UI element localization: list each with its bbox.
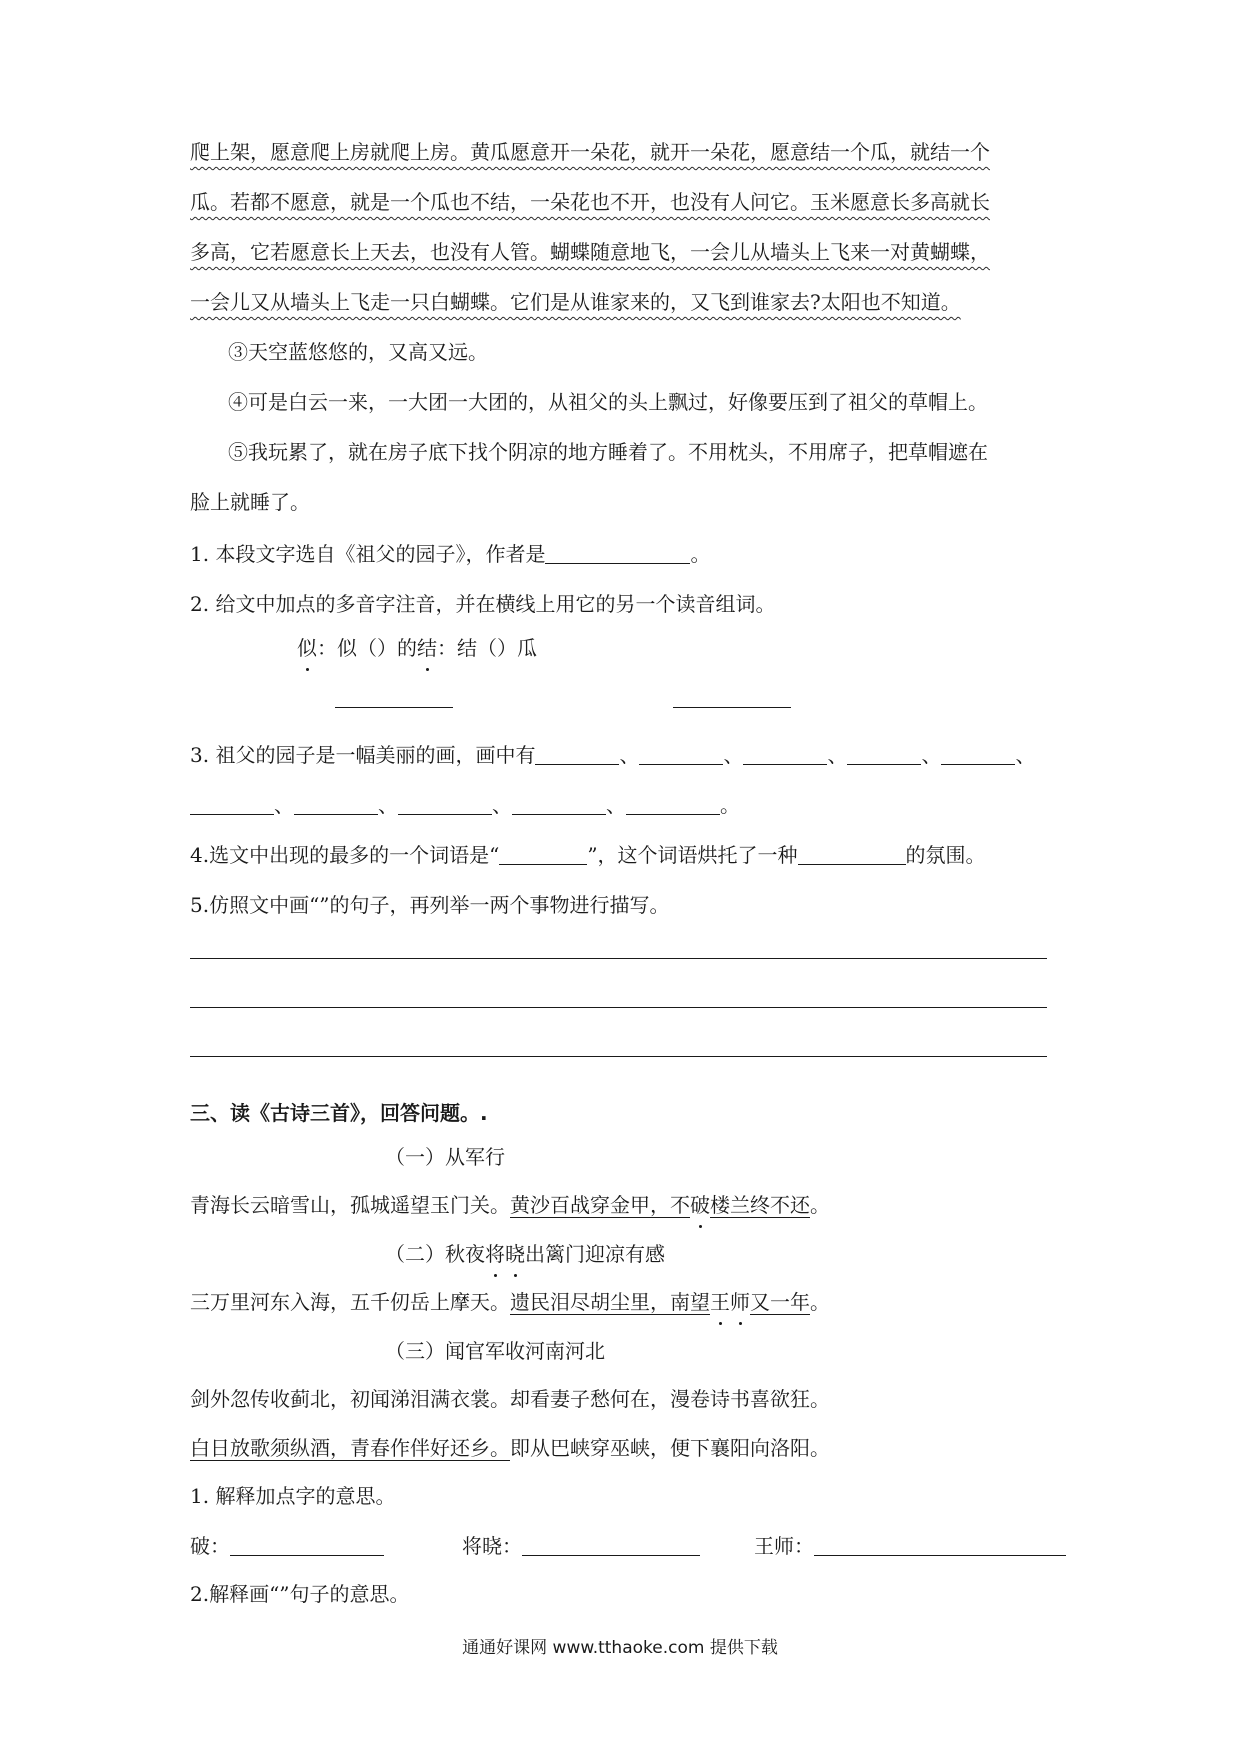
answer-blank[interactable]	[639, 744, 723, 765]
answer-blank[interactable]	[847, 744, 921, 765]
dotted-char-wang: 王	[710, 1290, 730, 1314]
question-2: 2. 给文中加点的多音字注音，并在横线上用它的另一个读音组词。	[190, 592, 776, 616]
passage-line-2: 瓜。若都不愿意，就是一个瓜也不结，一朵花也不开，也没有人问它。玉米愿意长多高就长	[190, 190, 990, 214]
answer-blank[interactable]	[798, 844, 906, 865]
dotted-char-jiang: 将	[485, 1242, 505, 1266]
dotted-char-shi: 师	[730, 1290, 750, 1314]
answer-blank[interactable]	[626, 794, 720, 815]
answer-line[interactable]	[335, 707, 453, 708]
dotted-char-xiao: 晓	[505, 1242, 525, 1266]
question-5: 5.仿照文中画“”的句子，再列举一两个事物进行描写。	[190, 893, 670, 917]
answer-blank-wangshi[interactable]	[814, 1535, 1066, 1556]
section-3-question-1: 1. 解释加点字的意思。	[190, 1484, 396, 1508]
poem-1-text: 青海长云暗雪山，孤城遥望玉门关。黄沙百战穿金甲，不破楼兰终不还。	[190, 1193, 830, 1217]
polyphone-row: 似：似（）的结：结（）瓜	[297, 636, 537, 660]
passage-line-4: 一会儿又从墙头上飞走一只白蝴蝶。它们是从谁家来的，又飞到谁家去?太阳也不知道。	[190, 290, 961, 314]
poem-2-title: （二）秋夜将晓出篱门迎凉有感	[385, 1242, 665, 1266]
answer-blank-jiangxiao[interactable]	[522, 1535, 700, 1556]
answer-blank[interactable]	[398, 794, 492, 815]
answer-blank[interactable]	[545, 543, 690, 564]
poem-1-title: （一）从军行	[385, 1145, 505, 1169]
answer-blank[interactable]	[535, 744, 619, 765]
dotted-char-jie: 结	[417, 636, 437, 660]
paragraph-4: ④可是白云一来，一大团一大团的，从祖父的头上飘过，好像要压到了祖父的草帽上。	[228, 390, 988, 414]
answer-blank[interactable]	[190, 794, 274, 815]
passage-line-1: 爬上架，愿意爬上房就爬上房。黄瓜愿意开一朵花，就开一朵花，愿意结一个瓜，就结一个	[190, 140, 990, 164]
answer-blank[interactable]	[499, 844, 587, 865]
definition-row: 破： 将晓： 王师：	[190, 1532, 1066, 1560]
poem-3-line-2: 白日放歌须纵酒，青春作伴好还乡。即从巴峡穿巫峡，便下襄阳向洛阳。	[190, 1436, 830, 1460]
paragraph-5a: ⑤我玩累了，就在房子底下找个阴凉的地方睡着了。不用枕头，不用席子，把草帽遮在	[228, 440, 988, 464]
section-3-question-2: 2.解释画“”句子的意思。	[190, 1582, 410, 1606]
writing-line[interactable]	[190, 1056, 1047, 1057]
dotted-char-po: 破	[690, 1193, 710, 1217]
passage-line-3: 多高，它若愿意长上天去，也没有人管。蝴蝶随意地飞，一会儿从墙头上飞来一对黄蝴蝶，	[190, 240, 990, 264]
section-3-heading: 三、读《古诗三首》，回答问题。.	[190, 1101, 488, 1125]
answer-blank[interactable]	[512, 794, 606, 815]
question-4: 4.选文中出现的最多的一个词语是“ ”，这个词语烘托了一种 的氛围。	[190, 843, 986, 867]
question-3: 3. 祖父的园子是一幅美丽的画，画中有 、 、 、 、 、	[190, 743, 1036, 767]
dotted-char-si: 似	[297, 636, 317, 660]
writing-line[interactable]	[190, 1007, 1047, 1008]
writing-line[interactable]	[190, 958, 1047, 959]
answer-blank[interactable]	[941, 744, 1015, 765]
poem-3-title: （三）闻官军收河南河北	[385, 1339, 605, 1363]
answer-blank[interactable]	[743, 744, 827, 765]
answer-blank[interactable]	[294, 794, 378, 815]
poem-3-line-1: 剑外忽传收蓟北，初闻涕泪满衣裳。却看妻子愁何在，漫卷诗书喜欲狂。	[190, 1387, 830, 1411]
footer-credit: 通通好课网 www.tthaoke.com 提供下载	[462, 1638, 778, 1658]
paragraph-3: ③天空蓝悠悠的，又高又远。	[228, 340, 488, 364]
question-3-cont: 、 、 、 、 。	[190, 791, 740, 819]
answer-line[interactable]	[673, 707, 791, 708]
poem-2-text: 三万里河东入海，五千仞岳上摩天。遗民泪尽胡尘里，南望王师又一年。	[190, 1290, 830, 1314]
answer-blank-po[interactable]	[230, 1535, 384, 1556]
paragraph-5b: 脸上就睡了。	[190, 490, 310, 514]
question-1: 1. 本段文字选自《祖父的园子》，作者是 。	[190, 542, 711, 566]
